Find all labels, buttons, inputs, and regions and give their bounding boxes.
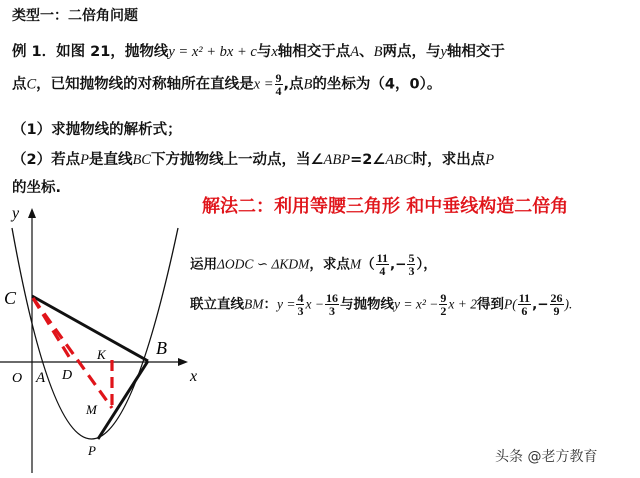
- fraction-numerator: 16: [325, 291, 338, 305]
- example-text: ，已知抛物线的对称轴所在直线是: [36, 76, 254, 93]
- similar-triangles: ΔODC ∽ ΔKDM: [217, 256, 310, 272]
- question-2-cont: 的坐标.: [12, 180, 62, 196]
- q2-text: 时，求出点: [412, 152, 486, 168]
- q2-text: =2∠: [350, 152, 386, 168]
- fraction-denominator: 3: [328, 304, 335, 318]
- label-d: D: [62, 368, 73, 383]
- example-prefix: 例 1．如图 21，抛物线: [12, 44, 169, 60]
- x-axis-arrow: [178, 358, 188, 366]
- point-p-ref: P: [503, 296, 513, 312]
- solution-text: ).: [564, 296, 573, 312]
- label-y: y: [12, 205, 20, 222]
- label-o: O: [12, 371, 23, 386]
- label-x: x: [190, 368, 198, 385]
- fraction-numerator: 26: [550, 291, 563, 305]
- example-line-2: [12, 72, 441, 97]
- angle-abp-ref: ABP: [323, 152, 351, 168]
- solution-text: (: [512, 296, 517, 312]
- solution-text: 与抛物线: [339, 296, 394, 313]
- example-text: 轴相交于: [446, 44, 505, 60]
- symmetry-axis-eq: x =: [253, 76, 274, 93]
- line-bm-eq: x −: [305, 296, 324, 312]
- solution-text: （: [361, 256, 375, 273]
- parabola-coef-fraction: [439, 292, 447, 317]
- bm-slope-fraction: [296, 292, 304, 317]
- fraction-numerator: 9: [440, 291, 447, 305]
- segment-cb: [32, 296, 148, 361]
- minus-sign: −: [395, 256, 407, 273]
- label-b: B: [156, 338, 167, 358]
- p-x-fraction: [518, 292, 531, 317]
- point-m-ref: M: [349, 256, 362, 272]
- example-text: 、: [359, 44, 374, 60]
- solution-text: 运用: [190, 256, 217, 273]
- q2-text: （2）若点: [12, 152, 81, 168]
- y-axis-arrow: [28, 208, 36, 218]
- line-bm-eq: y =: [277, 296, 296, 312]
- parabola-equation: y = x² + bx + c: [168, 44, 257, 60]
- fraction-numerator: 11: [518, 291, 531, 305]
- m-x-fraction: [376, 252, 389, 277]
- solution-line-2: [190, 292, 572, 317]
- solution-text: ,: [390, 256, 396, 273]
- parabola-eq: x + 2: [448, 296, 477, 312]
- point-c-ref: C: [26, 76, 37, 93]
- angle-abc-ref: ABC: [385, 152, 413, 168]
- solution-text: 联立直线: [190, 296, 244, 313]
- label-p: P: [88, 443, 96, 458]
- fraction-numerator: 5: [408, 251, 415, 265]
- question-1: （1）求抛物线的解析式；: [12, 122, 182, 138]
- axis-y-ref: y: [440, 44, 447, 60]
- label-k: K: [97, 347, 106, 362]
- solution-text: 得到: [476, 296, 504, 313]
- example-text: ,点: [283, 76, 304, 93]
- fraction-numerator: 9: [275, 71, 282, 85]
- example-text: 的坐标为（4，0）。: [312, 76, 442, 93]
- fraction-denominator: 4: [379, 264, 386, 278]
- point-b-ref: B: [373, 44, 383, 60]
- example-text: 点: [12, 76, 27, 93]
- example-line-1: [12, 40, 505, 61]
- point-b-ref: B: [303, 76, 313, 93]
- axis-x-ref: x: [271, 44, 278, 60]
- p-y-fraction: [550, 292, 564, 317]
- geometry-figure: [0, 188, 200, 478]
- fraction-denominator: 9: [553, 304, 560, 318]
- q2-text: 是直线: [88, 152, 133, 168]
- label-c: C: [4, 288, 17, 308]
- fraction-denominator: 2: [440, 304, 447, 318]
- question-2: [12, 148, 494, 169]
- line-bc-ref: BC: [132, 152, 151, 168]
- symmetry-fraction: [275, 72, 283, 97]
- point-a-ref: A: [350, 44, 360, 60]
- fraction-numerator: 11: [376, 251, 389, 265]
- fraction-denominator: 3: [297, 304, 304, 318]
- label-a: A: [36, 370, 46, 386]
- example-text: 两点，与: [382, 44, 441, 60]
- point-p-ref: P: [80, 152, 89, 168]
- solution-text: ,: [532, 296, 538, 313]
- line-bm-ref: BM: [244, 296, 264, 312]
- solution-line-1: [190, 252, 437, 277]
- example-text: 轴相交于点: [277, 44, 351, 60]
- fraction-denominator: 4: [275, 84, 282, 98]
- q2-text: 下方抛物线上一动点，当∠: [150, 152, 324, 168]
- solution-text: ：: [263, 296, 277, 313]
- fraction-numerator: 4: [297, 291, 304, 305]
- minus-sign: −: [537, 296, 549, 313]
- bm-intercept-fraction: [325, 292, 339, 317]
- label-m: M: [86, 402, 97, 417]
- parabola-eq: y = x² −: [393, 296, 439, 312]
- watermark: 头条 @老方教育: [495, 449, 598, 465]
- solution-text: ，求点: [309, 256, 350, 273]
- solution-text: ），: [416, 256, 437, 273]
- example-text: 与: [256, 44, 272, 60]
- m-y-fraction: [407, 252, 415, 277]
- fraction-denominator: 3: [408, 264, 415, 278]
- section-heading: 类型一：二倍角问题: [12, 8, 138, 24]
- fraction-denominator: 6: [521, 304, 528, 318]
- point-p-ref: P: [485, 152, 495, 168]
- method-title: 解法二：利用等腰三角形 和中垂线构造二倍角: [202, 196, 569, 217]
